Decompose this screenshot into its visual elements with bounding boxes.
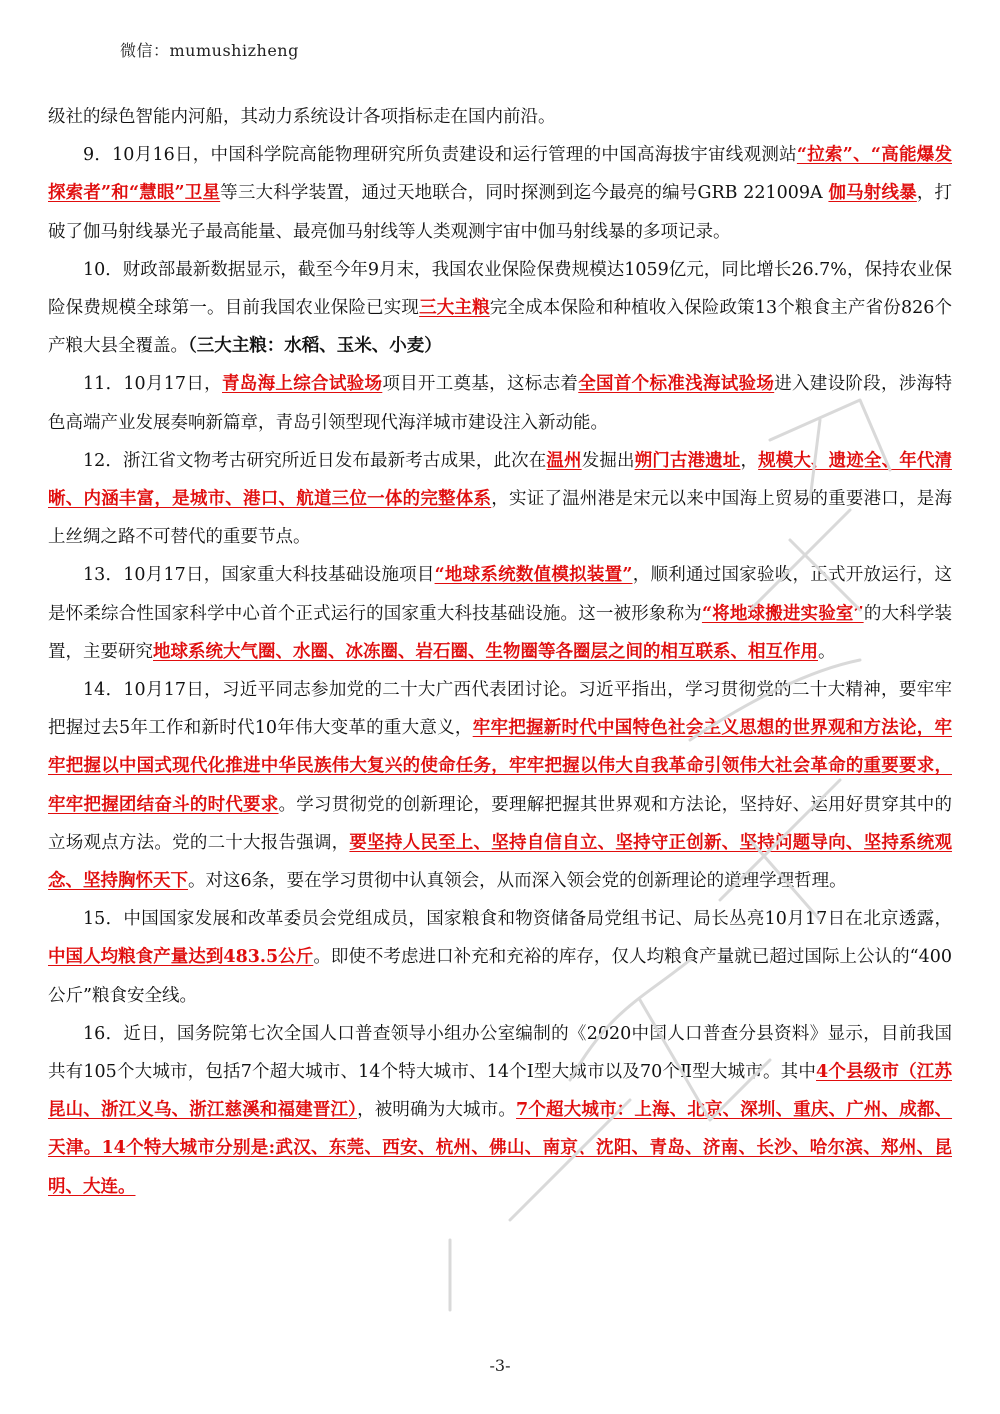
paragraph (48, 251, 952, 366)
text-run: 12．浙江省文物考古研究所近日发布最新考古成果，此次在 (83, 450, 547, 471)
highlighted-text: 7个超大城市：上海、北京、深圳、重庆、广州、成都、天津。14个特大城市分别是:武汉、东莞、西安、杭州、佛山、南京、沈阳、青岛、济南、长沙、哈尔滨、郑州、昆明、大连。 (48, 1100, 953, 1197)
highlighted-text: 温州 (546, 450, 582, 471)
highlighted-text: “拉索”、“高能爆发探索者”和“慧眼”卫星 (48, 145, 952, 204)
paragraph (48, 671, 952, 900)
highlighted-text: 牢牢把握新时代中国特色社会主义思想的世界观和方法论，牢牢把握以中国式现代化推进中华民族伟大复兴的使命任务，牢牢把握以伟大自我革命引领伟大社会革命的重要要求，牢牢把握团结奋斗的时代要求 (48, 718, 952, 815)
text-run: 。学习贯彻党的创新理论，要理解把握其世界观和方法论，坚持好、运用好贯穿其中的立场观点方法。党的二十大报告强调， (48, 794, 953, 853)
text-run: 14．10月17日，习近平同志参加党的二十大广西代表团讨论。习近平指出，学习贯彻党的二十大精神，要牢牢把握过去5年工作和新时代10年伟大变革的重大意义， (48, 680, 952, 739)
paragraph (48, 365, 952, 441)
document-body (48, 98, 952, 1206)
highlighted-text: 朔门古港遗址 (634, 450, 741, 471)
highlighted-text: “将地球搬进实验室” (701, 603, 864, 624)
text-run: ，顺利通过国家验收，正式开放运行，这是怀柔综合性国家科学中心首个正式运行的国家重大科技基础设施。这一被形象称为 (48, 565, 953, 624)
highlighted-text: 要坚持人民至上、坚持自信自立、坚持守正创新、坚持问题导向、坚持系统观念、坚持胸怀天下 (48, 832, 953, 892)
text-run: 。 (818, 641, 836, 662)
text-run: 11．10月17日， (83, 374, 222, 395)
text-run: 的大科学装置，主要研究 (48, 603, 953, 662)
paragraph (48, 900, 952, 1015)
note-text: （三大主粮：水稻、玉米、小麦） (188, 336, 442, 357)
highlighted-text: 中国人均粮食产量达到483.5公斤 (48, 947, 314, 968)
paragraph (48, 98, 952, 136)
text-run: 项目开工奠基，这标志着 (382, 374, 579, 395)
highlighted-text: 规模大、遗迹全、年代清晰、内涵丰富，是城市、港口、航道三位一体的完整体系 (48, 450, 952, 510)
paragraph (48, 442, 952, 557)
page-number: -3- (489, 1356, 511, 1375)
text-run: 9．10月16日，中国科学院高能物理研究所负责建设和运行管理的中国高海拔宇宙线观测站 (83, 145, 797, 166)
highlighted-text: 地球系统大气圈、水圈、冰冻圈、岩石圈、生物圈等各圈层之间的相互联系、相互作用 (153, 641, 818, 662)
text-run: ，打破了伽马射线暴光子最高能量、最亮伽马射线等人类观测宇宙中伽马射线暴的多项记录。 (48, 183, 953, 242)
text-run: ， (740, 450, 759, 471)
page-header-wechat: 微信：mumushizheng (120, 41, 299, 60)
text-run: 15．中国国家发展和改革委员会党组成员，国家粮食和物资储备局党组书记、局长丛亮10月17日在北京透露， (83, 909, 952, 930)
text-run: 。对这6条，要在学习贯彻中认真领会，从而深入领会党的创新理论的道理学理哲理。 (188, 871, 847, 892)
text-run: 进入建设阶段，涉海特色高端产业发展奏响新篇章，青岛引领型现代海洋城市建设注入新动能。 (48, 374, 952, 433)
text-run: 13．10月17日，国家重大科技基础设施项目 (83, 565, 435, 586)
highlighted-text: 三大主粮 (419, 298, 490, 319)
text-run: 等三大科学装置，通过天地联合，同时探测到迄今最亮的编号GRB 221009A (220, 183, 829, 204)
highlighted-text: “地球系统数值模拟装置” (434, 565, 633, 586)
paragraph (48, 136, 952, 251)
paragraph (48, 1015, 952, 1206)
text-run: 16．近日，国务院第七次全国人口普查领导小组办公室编制的《2020中国人口普查分县资料》显示，目前我国共有105个大城市，包括7个超大城市、14个特大城市、14个Ⅰ型大城市以及70个Ⅱ型大城市。其中 (48, 1023, 952, 1083)
highlighted-text: 4个县级市（江苏昆山、浙江义乌、浙江慈溪和福建晋江） (48, 1062, 952, 1121)
highlighted-text: 伽马射线暴 (828, 183, 917, 204)
text-run: ，实证了温州港是宋元以来中国海上贸易的重要港口，是海上丝绸之路不可替代的重要节点。 (48, 489, 952, 548)
text-run: 发掘出 (581, 450, 635, 471)
text-run: 完全成本保险和种植收入保险政策13个粮食主产省份826个产粮大县全覆盖。 (48, 298, 953, 357)
text-run: 。即使不考虑进口补充和充裕的库存，仅人均粮食产量就已超过国际上公认的“400公斤”粮食安全线。 (48, 947, 952, 1006)
paragraph (48, 556, 952, 671)
text-run: ，被明确为大城市。 (357, 1100, 517, 1121)
highlighted-text: 全国首个标准浅海试验场 (578, 374, 775, 395)
text-run: 级社的绿色智能内河船，其动力系统设计各项指标走在国内前沿。 (48, 107, 556, 127)
highlighted-text: 青岛海上综合试验场 (222, 374, 383, 395)
text-run: 10．财政部最新数据显示，截至今年9月末，我国农业保险保费规模达1059亿元，同比增长26.7%，保持农业保险保费规模全球第一。目前我国农业保险已实现 (48, 259, 952, 319)
